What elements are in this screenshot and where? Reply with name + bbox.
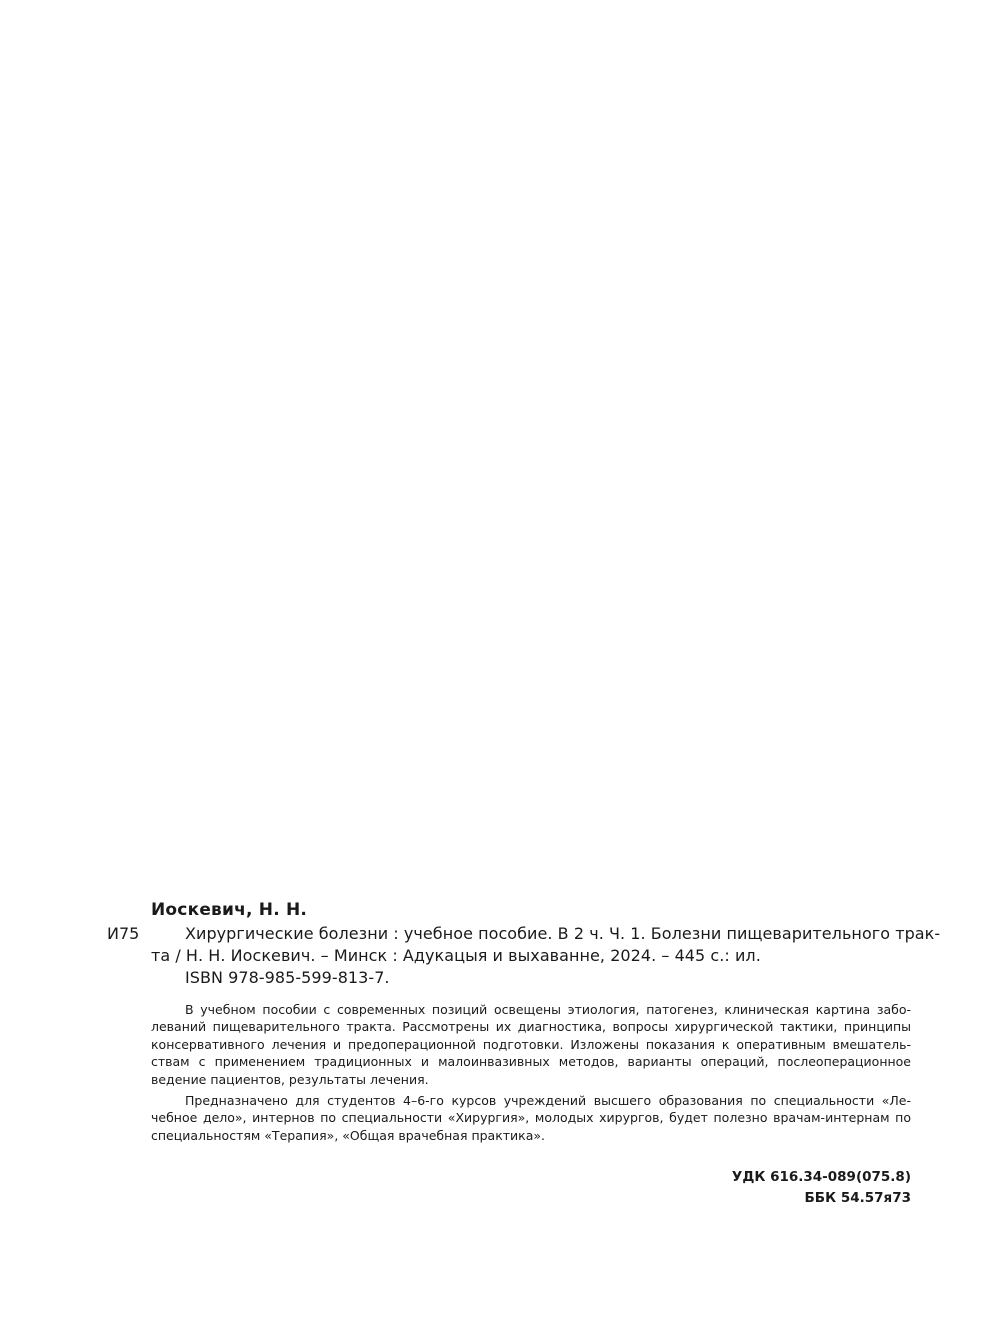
bibliographic-line-2: та / Н. Н. Иоскевич. – Минск : Адукацыя и выхаванне, 2024. – 445 с.: ил. xyxy=(151,946,761,965)
abstract-line: ведение пациентов, результаты лечения. xyxy=(151,1071,429,1087)
abstract xyxy=(151,1001,911,1144)
abstract-line: консервативного лечения и предоперационной подготовки. Изложены показания к оперативным вмешатель- xyxy=(151,1036,911,1052)
isbn: ISBN 978-985-599-813-7. xyxy=(185,968,390,987)
abstract-paragraph-2 xyxy=(151,1092,911,1144)
abstract-line: В учебном пособии с современных позиций освещены этиология, патогенез, клиническая картина забо- xyxy=(185,1002,911,1017)
author-heading: Иоскевич, Н. Н. xyxy=(151,900,308,920)
abstract-line: чебное дело», интернов по специальности «Хирургия», молодых хирургов, будет полезно врачам-интернам по xyxy=(151,1110,911,1126)
abstract-line: леваний пищеварительного тракта. Рассмотрены их диагностика, вопросы хирургической тактики, принципы xyxy=(151,1019,911,1035)
cutter-code: И75 xyxy=(107,924,140,943)
abstract-line: Предназначено для студентов 4–6-го курсов учреждений высшего образования по специальности «Ле- xyxy=(185,1093,911,1109)
bbk-code: ББК 54.57я73 xyxy=(804,1190,911,1206)
abstract-paragraph-1 xyxy=(151,1001,911,1088)
udk-code: УДК 616.34-089(075.8) xyxy=(731,1169,911,1185)
bibliographic-line-1: Хирургические болезни : учебное пособие. В 2 ч. Ч. 1. Болезни пищеварительного трак- xyxy=(185,924,941,943)
classification-codes xyxy=(732,1167,911,1209)
abstract-line: специальностям «Терапия», «Общая врачебная практика». xyxy=(151,1127,546,1143)
abstract-line: ствам с применением традиционных и малоинвазивных методов, варианты операций, послеоперационное xyxy=(151,1054,911,1070)
